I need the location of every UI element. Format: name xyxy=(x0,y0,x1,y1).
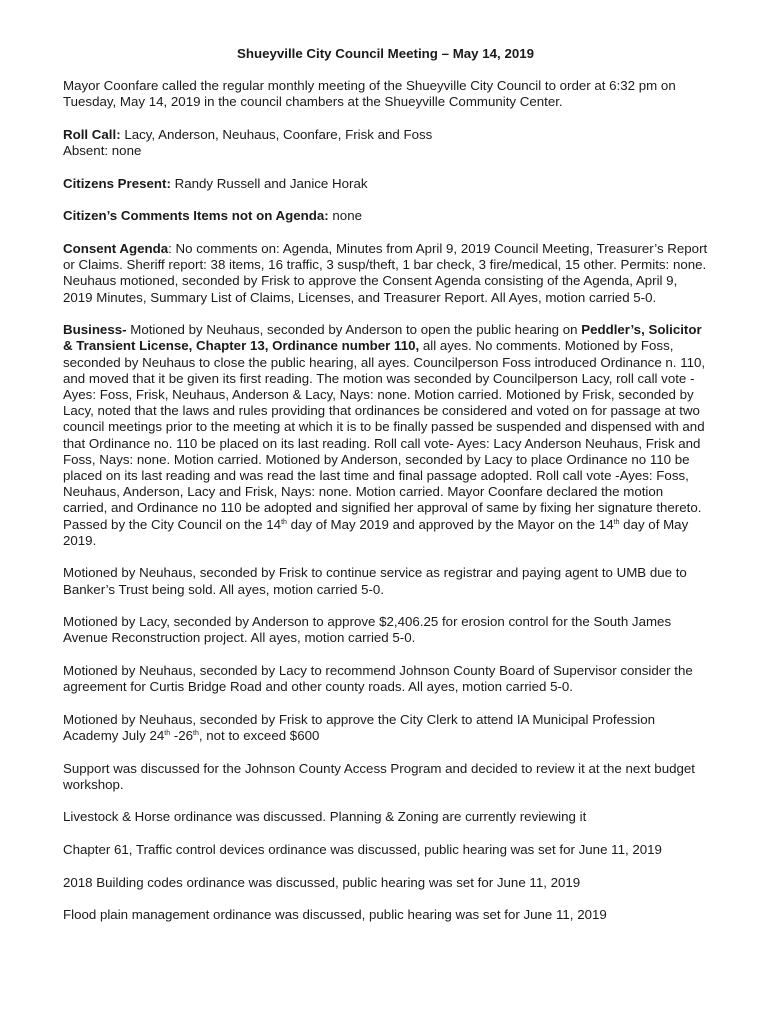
motion-clerk-sup-1: th xyxy=(164,730,171,738)
motion-johnson-paragraph: Motioned by Neuhaus, seconded by Lacy to recommend Johnson County Board of Supervisor consider the agreement for Curtis Bridge Road and other county roads. All ayes, motion carried 5-0. xyxy=(63,663,693,695)
business-sup-2: th xyxy=(613,518,620,526)
business-ordinance-title: Peddler’s, Solicitor & Transient License, Chapter 13, Ordinance number 110, xyxy=(63,322,702,354)
motion-clerk-paragraph xyxy=(63,712,708,744)
motion-clerk-text-1: Motioned by Neuhaus, seconded by Frisk to approve the City Clerk to attend IA Municipal Profession Academy July 24 xyxy=(63,711,656,744)
business-text-2: all ayes. No comments. Motioned by Foss, seconded by Neuhaus to close the public hearing, all ayes. Councilperson Foss introduced Ordinance n. 110, and moved that it be given its first reading. The motion was seconded by Councilperson Lacy, roll call vote -Ayes: Foss, Frisk, Neuhaus, Anderson & Lacy, Nays: none. Motion carried. Motioned by Frisk, seconded by Lacy, noted that the laws and rules providing that ordinances be considered and voted on for passage at two council meetings prior to the meeting at which it is to be finally passed be suspended and dispensed with and that Ordinance no. 110 be placed on its last reading. Roll call vote- Ayes: Lacy Anderson Neuhaus, Frisk and Foss, Nays: none. Motion carried. Motioned by Anderson, seconded by Lacy to place Ordinance no 110 be placed on its last reading and was read the last time and final passage adopted. Roll call vote -Ayes: Foss, Neuhaus, Anderson, Lacy and Frisk, Nays: none. Motion carried. Mayor Coonfare declared the motion carried, and Ordinance no 110 be adopted and signified her approval of same by fixing her signature thereto. Passed by the City Council on the 14 xyxy=(63,338,706,532)
business-text-3: day of May 2019 and approved by the Mayor on the 14 xyxy=(286,516,614,532)
support-paragraph: Support was discussed for the Johnson County Access Program and decided to review it at the next budget workshop. xyxy=(63,760,695,792)
citizens-present-section xyxy=(63,176,708,192)
motion-umb-paragraph: Motioned by Neuhaus, seconded by Frisk to continue service as registrar and paying agent to UMB due to Banker’s Trust being sold. All ayes, motion carried 5-0. xyxy=(63,565,687,597)
consent-agenda-section xyxy=(63,241,708,306)
livestock-paragraph: Livestock & Horse ordinance was discussed. Planning & Zoning are currently reviewing it xyxy=(63,809,587,825)
building-codes-paragraph: 2018 Building codes ordinance was discussed, public hearing was set for June 11, 2019 xyxy=(63,874,581,890)
chapter61-paragraph: Chapter 61, Traffic control devices ordinance was discussed, public hearing was set for June 11, 2019 xyxy=(63,842,662,857)
roll-call-present: Lacy, Anderson, Neuhaus, Coonfare, Frisk and Foss xyxy=(120,127,433,142)
roll-call-absent: Absent: none xyxy=(63,143,142,159)
roll-call-label: Roll Call: xyxy=(63,127,121,142)
consent-agenda-text: : No comments on: Agenda, Minutes from April 9, 2019 Council Meeting, Treasurer’s Report or Claims. Sheriff report: 38 items, 16 traffic, 3 susp/theft, 1 bar check, 3 fire/medical, 15 other. Permits: none. Neuhaus motioned, seconded by Frisk to approve the Consent Agenda consisting of the Agenda, April 9, 2019 Minutes, Summary List of Claims, Licenses, and Treasurer Report. All Ayes, motion carried 5-0. xyxy=(63,240,708,305)
business-text-1: Motioned by Neuhaus, seconded by Anderson to open the public hearing on xyxy=(126,322,582,338)
consent-agenda-label: Consent Agenda xyxy=(63,240,169,256)
citizens-comments-section xyxy=(63,208,708,224)
page-title: Shueyville City Council Meeting – May 14, 2019 xyxy=(236,46,535,61)
citizens-present-text: Randy Russell and Janice Horak xyxy=(170,175,368,191)
business-sup-1: th xyxy=(281,518,287,526)
business-text-4: day of May 2019. xyxy=(63,516,689,548)
motion-clerk-text-2: -26 xyxy=(170,728,194,744)
motion-clerk-text-3: , not to exceed $600 xyxy=(198,728,320,744)
citizens-comments-label: Citizen’s Comments Items not on Agenda: xyxy=(63,208,329,224)
flood-plain-paragraph: Flood plain management ordinance was discussed, public hearing was set for June 11, 2019 xyxy=(63,907,607,923)
citizens-present-label: Citizens Present: xyxy=(63,175,171,191)
intro-paragraph: Mayor Coonfare called the regular monthly meeting of the Shueyville City Council to order at 6:32 pm on Tuesday, May 14, 2019 in the council chambers at the Shueyville Community Center. xyxy=(63,78,676,110)
motion-clerk-sup-2: th xyxy=(193,730,199,738)
business-label: Business- xyxy=(63,322,127,338)
minutes-document xyxy=(63,46,708,940)
business-section xyxy=(63,322,708,549)
roll-call-section xyxy=(63,127,708,159)
citizens-comments-text: none xyxy=(328,208,362,224)
motion-erosion-paragraph: Motioned by Lacy, seconded by Anderson to approve $2,406.25 for erosion control for the South James Avenue Reconstruction project. All ayes, motion carried 5-0. xyxy=(63,614,672,646)
